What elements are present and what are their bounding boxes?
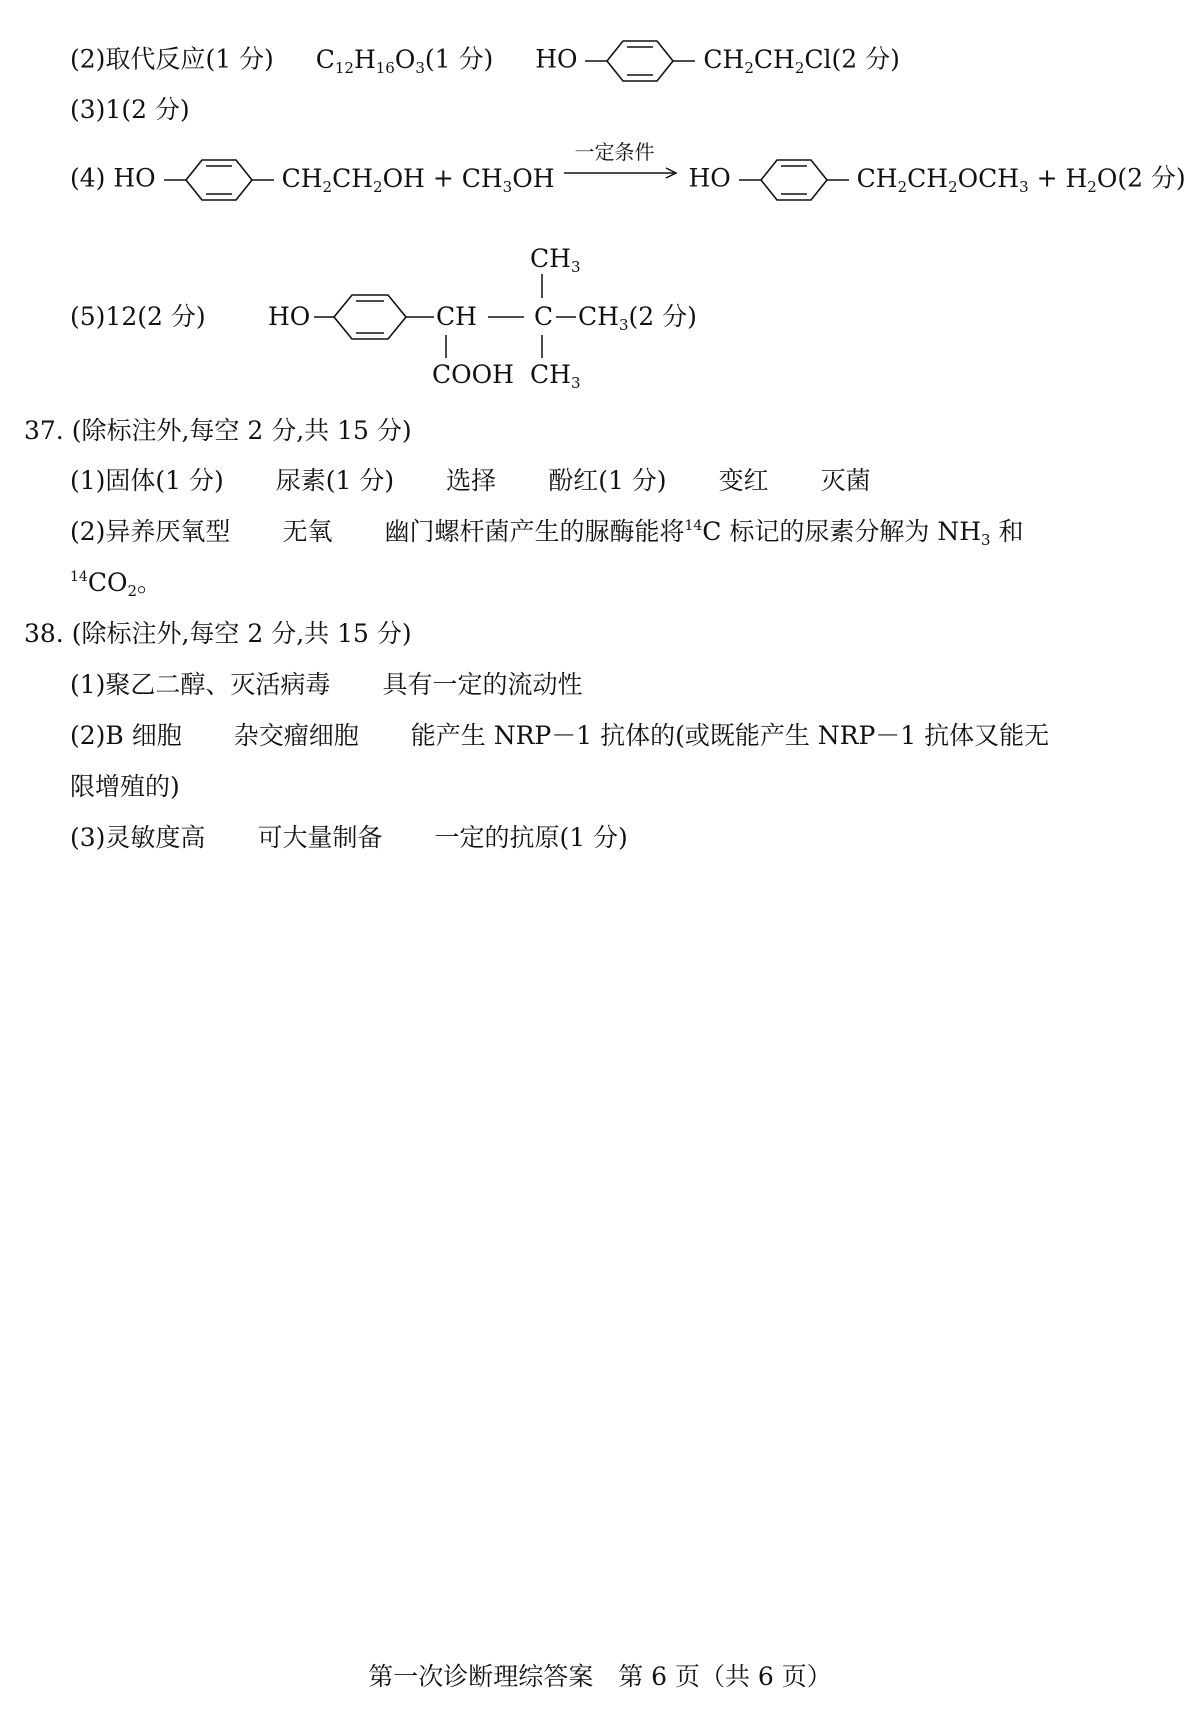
answer-1: 聚乙二醇、灭活病毒 bbox=[105, 670, 331, 699]
q36-5-line bbox=[70, 300, 206, 334]
score: (2 分) bbox=[628, 302, 697, 331]
q36-4-line bbox=[70, 140, 1186, 205]
answer-6: 灭菌 bbox=[820, 466, 871, 495]
q38-2-line bbox=[70, 719, 1049, 753]
product2: $H_2O$ bbox=[1065, 163, 1118, 196]
score: (2 分) bbox=[1117, 163, 1186, 193]
item37-header: 37. (除标注外,每空 2 分,共 15 分) bbox=[24, 416, 412, 445]
question-number: (2) bbox=[70, 517, 106, 546]
structure-formula-q5 bbox=[268, 228, 728, 398]
structure-left-group: HO bbox=[535, 44, 578, 74]
item38-header: 38. (除标注外,每空 2 分,共 15 分) bbox=[24, 619, 412, 648]
methyl-top: $CH_3$ bbox=[530, 244, 581, 276]
product1-left: HO bbox=[688, 163, 731, 193]
question-number: (4) bbox=[70, 163, 106, 193]
score: (1 分) bbox=[205, 44, 274, 74]
benzene-ring-icon bbox=[585, 36, 695, 86]
score: (2 分) bbox=[121, 95, 190, 124]
question-number: (1) bbox=[70, 670, 106, 699]
methyl-bottom: $CH_3$ bbox=[530, 360, 581, 392]
structure-right-group: $CH_2CH_2Cl$ bbox=[703, 44, 832, 77]
q37-2-line bbox=[70, 515, 1024, 549]
answer-3: 能产生 NRP－1 抗体的(或既能产生 NRP－1 抗体又能无 bbox=[410, 721, 1050, 750]
answer-3: 一定的抗原(1 分) bbox=[434, 823, 628, 852]
answer-2: 杂交瘤细胞 bbox=[233, 721, 359, 750]
reaction-arrow bbox=[562, 140, 680, 189]
page-footer: 第一次诊断理综答案 第 6 页（共 6 页） bbox=[368, 1662, 832, 1691]
q37-1-line bbox=[70, 464, 871, 498]
q37-2-line-cont: $^{14}CO_2$。 bbox=[70, 568, 163, 600]
answer-1: 固体(1 分) bbox=[105, 466, 224, 495]
product1-right: $CH_2CH_2OCH_3$ bbox=[856, 163, 1029, 196]
q36-2-line bbox=[70, 36, 900, 86]
ch-group: CH bbox=[436, 302, 477, 331]
score: (1 分) bbox=[424, 44, 494, 74]
question-number: (1) bbox=[70, 466, 106, 495]
answer-2: 具有一定的流动性 bbox=[382, 670, 583, 699]
molecular-formula: $C_{12}H_{16}O_3$ bbox=[315, 44, 425, 77]
q38-3-line bbox=[70, 821, 628, 855]
answer-2: 可大量制备 bbox=[257, 823, 383, 852]
answer: 1 bbox=[105, 95, 122, 124]
quaternary-carbon: C bbox=[534, 302, 554, 331]
answer-2: 无氧 bbox=[282, 517, 333, 546]
cooh-group: COOH bbox=[432, 360, 514, 389]
reactant1-left: HO bbox=[113, 163, 156, 193]
answer-3: 幽门螺杆菌产生的脲酶能将$^{14}$C 标记的尿素分解为 $NH_3$ 和 bbox=[384, 517, 1024, 549]
benzene-ring-icon bbox=[739, 155, 849, 205]
arrow-right-icon bbox=[562, 155, 680, 189]
answer-1: B 细胞 bbox=[105, 721, 182, 750]
answer-1: 灵敏度高 bbox=[105, 823, 206, 852]
question-number: (3) bbox=[70, 823, 106, 852]
question-number: (2) bbox=[70, 44, 106, 74]
reaction-type: 取代反应 bbox=[105, 44, 206, 74]
q38-2-line-cont: 限增殖的) bbox=[70, 772, 180, 801]
score: (2 分) bbox=[137, 302, 206, 331]
reaction-condition: 一定条件 bbox=[574, 140, 655, 164]
methyl-right: $CH_3(2$ 分) bbox=[578, 302, 697, 334]
answer-1: 异养厌氧型 bbox=[105, 517, 231, 546]
score: (2 分) bbox=[831, 44, 900, 74]
answer-2: 尿素(1 分) bbox=[275, 466, 395, 495]
plus-sign: + bbox=[1036, 163, 1058, 193]
answer-5: 变红 bbox=[718, 466, 769, 495]
ho-group: HO bbox=[268, 302, 311, 331]
answer-4: 酚红(1 分) bbox=[548, 466, 667, 495]
plus-sign: + bbox=[432, 163, 454, 193]
benzene-ring-icon bbox=[164, 155, 274, 205]
question-number: (3) bbox=[70, 95, 106, 124]
reactant2: $CH_3OH$ bbox=[461, 163, 555, 196]
question-number: (2) bbox=[70, 721, 106, 750]
answer: 12 bbox=[105, 302, 138, 331]
answer-3: 选择 bbox=[446, 466, 497, 495]
q36-3-line bbox=[70, 93, 190, 127]
q38-1-line bbox=[70, 668, 582, 702]
question-number: (5) bbox=[70, 302, 106, 331]
reactant1-right: $CH_2CH_2OH$ bbox=[281, 163, 425, 196]
